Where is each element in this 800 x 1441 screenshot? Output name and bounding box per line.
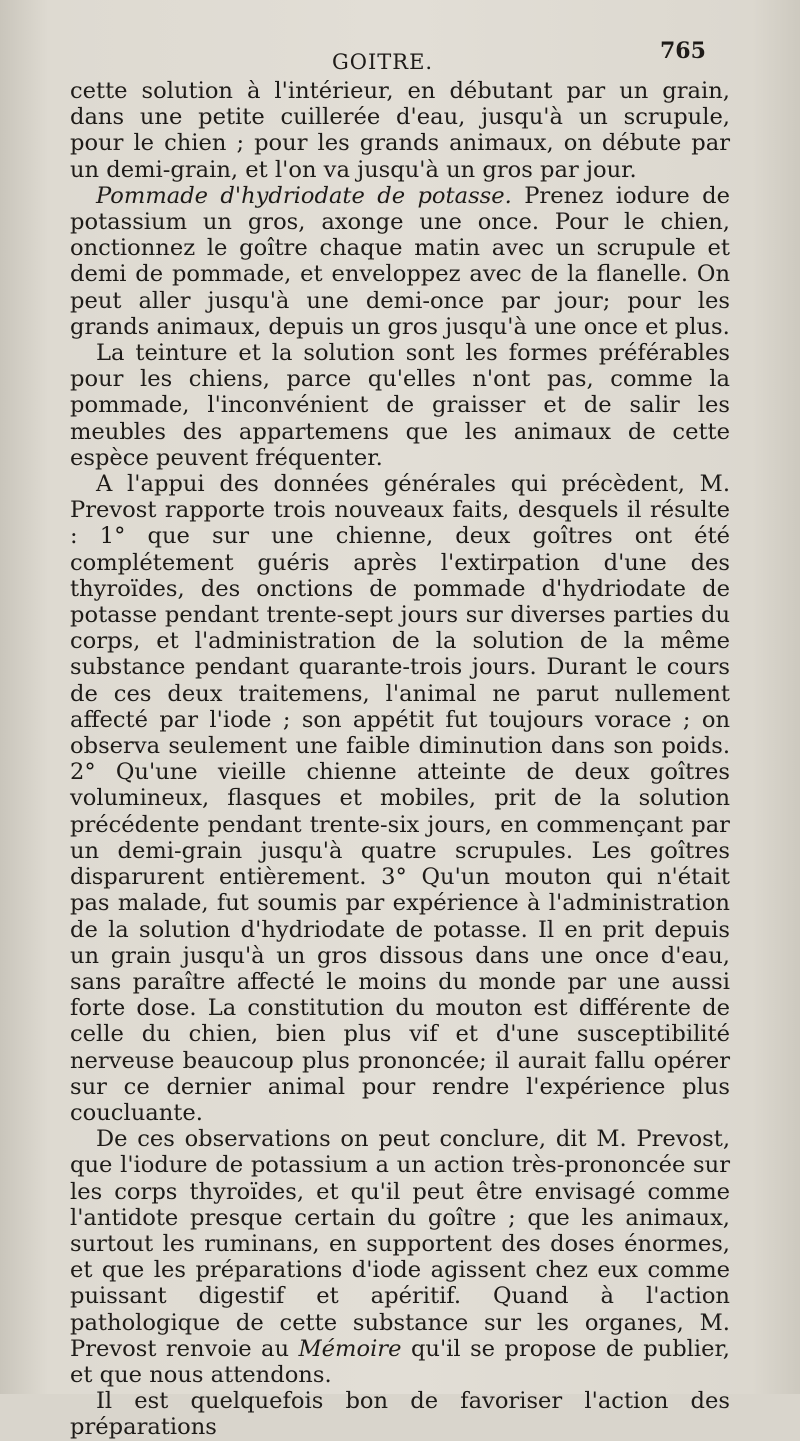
running-title: GOITRE. (332, 50, 434, 74)
paragraph-pommade: Pommade d'hydriodate de potasse. Prenez iodure de potassium un gros, axonge une once. Pour le chien, onctionnez le goître chaque matin avec un scrupule et demi de pommade, et enveloppez avec de la flanelle. On peut aller jusqu'à une demi-once par jour; pour les grands animaux, depuis un gros jusqu'à une once et plus. (70, 182, 730, 340)
page-header (0, 38, 800, 78)
pommade-heading: Pommade d'hydriodate de potasse. (96, 182, 512, 209)
paragraph-last: Il est quelquefois bon de favoriser l'action des préparations (70, 1388, 730, 1441)
memoire-word: Mémoire (298, 1335, 402, 1362)
page-number: 765 (660, 38, 706, 64)
paragraph-teinture: La teinture et la solution sont les formes préférables pour les chiens, parce qu'elles n'ont pas, comme la pommade, l'inconvénient de graisser et de salir les meubles des appartemens que les animaux de cette espèce peuvent fréquenter. (70, 340, 730, 471)
paragraph-conclusion: De ces observations on peut conclure, dit M. Prevost, que l'iodure de potassium a un action très-prononcée sur les corps thyroïdes, et qu'il peut être envisagé comme l'antidote presque certain du goître ; que les animaux, surtout les ruminans, en supportent des doses énormes, et que les préparations d'iode agissent chez eux comme puissant digestif et apéritif. Quand à l'action pathologique de cette substance sur les organes, M. Prevost renvoie au Mémoire qu'il se propose de publier, et que nous attendons. (70, 1126, 730, 1388)
paragraph-1: cette solution à l'intérieur, en débutant par un grain, dans une petite cuillerée d'eau, jusqu'à un scrupule, pour le chien ; pour les grands animaux, on débute par un demi-grain, et l'on va jusqu'à un gros par jour. (70, 78, 730, 183)
paragraph-prevost-facts: A l'appui des données générales qui précèdent, M. Prevost rapporte trois nouveaux faits, desquels il résulte : 1° que sur une chienne, deux goîtres ont été complétement guéris après l'extirpation d'une des thyroïdes, des onctions de pommade d'hydriodate de potasse pendant trente-sept jours sur diverses parties du corps, et l'administration de la solution de la même substance pendant quarante-trois jours. Durant le cours de ces deux traitemens, l'animal ne parut nullement affecté par l'iode ; son appétit fut toujours vorace ; on observa seulement une faible diminution dans son poids. 2° Qu'une vieille chienne atteinte de deux goîtres volumineux, flasques et mobiles, prit de la solution précédente pendant trente-six jours, en commençant par un demi-grain jusqu'à quatre scrupules. Les goîtres disparurent entièrement. 3° Qu'un mouton qui n'était pas malade, fut soumis par expérience à l'administration de la solution d'hydriodate de potasse. Il en prit depuis un grain jusqu'à un gros dissous dans une once d'eau, sans paraître affecté le moins du monde par une aussi forte dose. La constitution du mouton est différente de celle du chien, bien plus vif et d'une susceptibilité nerveuse beaucoup plus prononcée; il aurait fallu opérer sur ce dernier animal pour rendre l'expérience plus coucluante. (70, 471, 730, 1126)
body-text (70, 78, 730, 1441)
